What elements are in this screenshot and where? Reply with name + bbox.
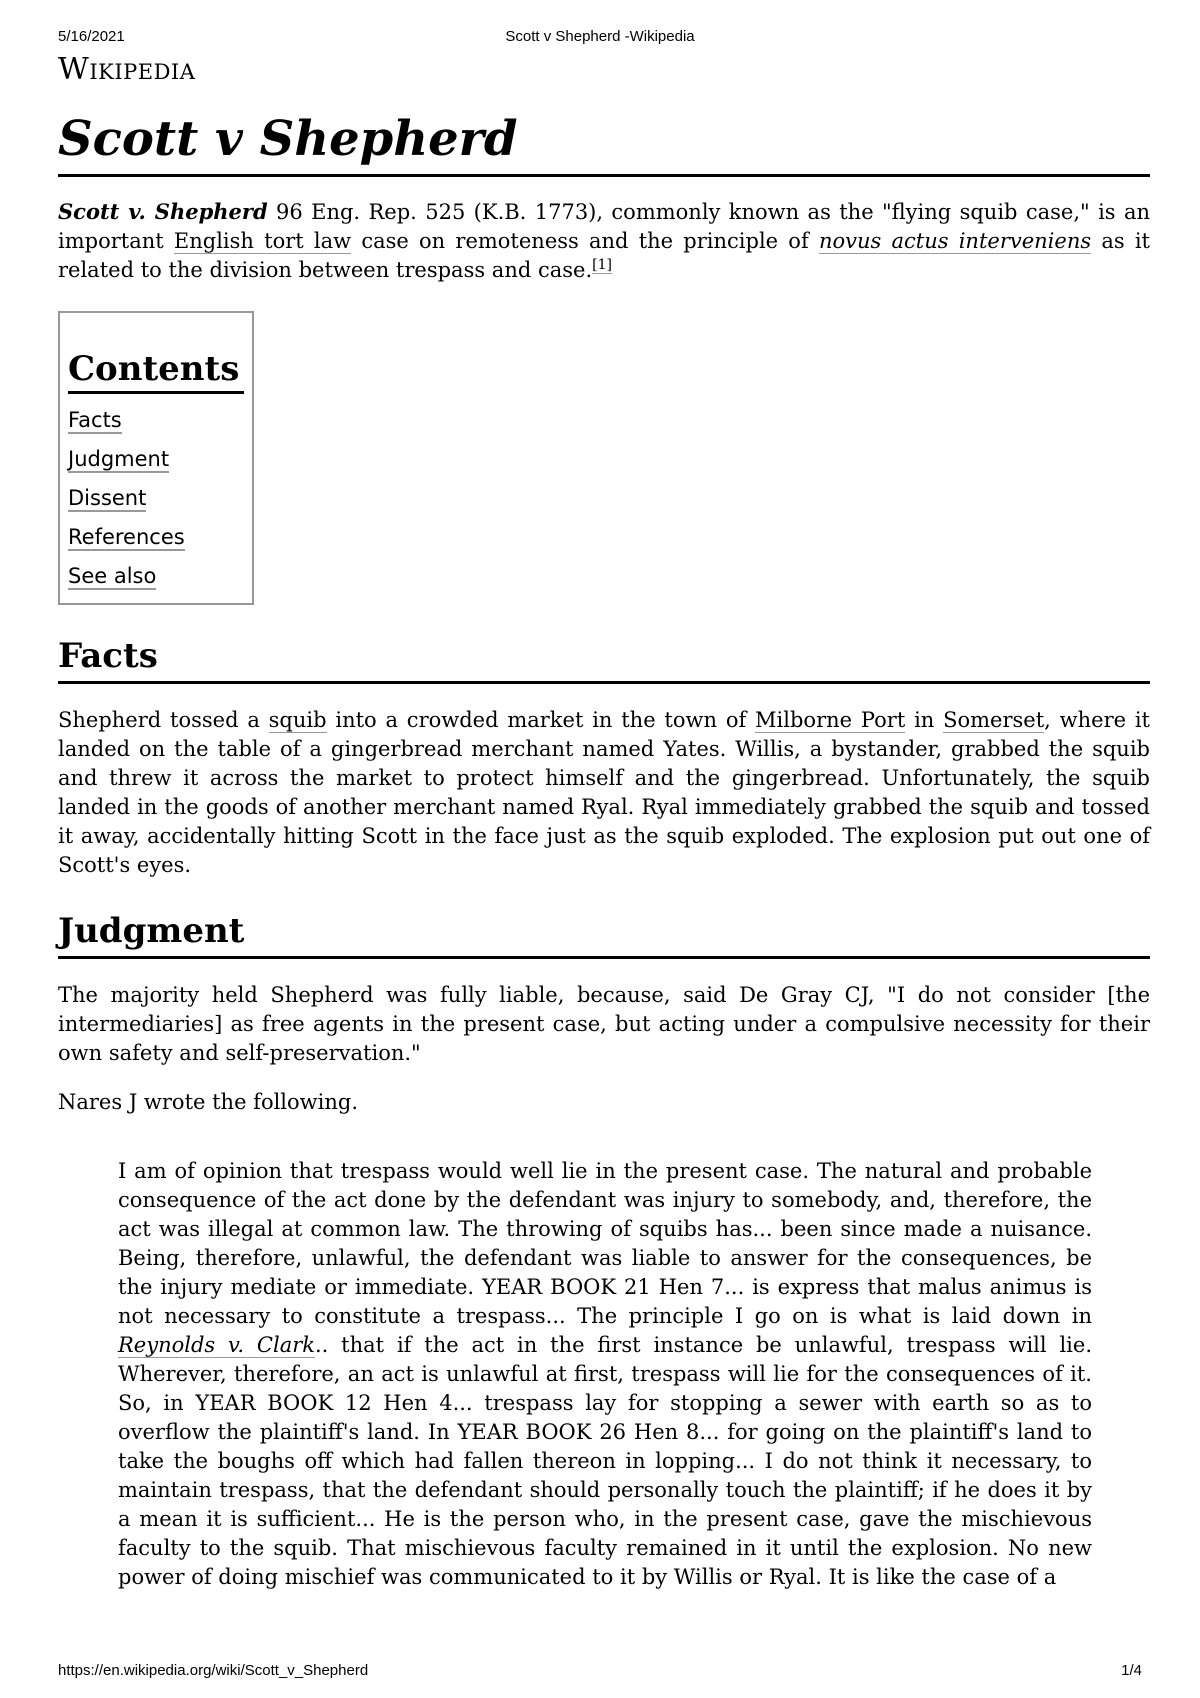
intro-paragraph: Scott v. Shepherd 96 Eng. Rep. 525 (K.B. 1773), commonly known as the "flying squib case," is an important English tort law case on remoteness and the principle of novus actus interveniens as it related to the division between trespass and case.[1] [58,199,1150,282]
toc-item-references[interactable]: References [68,525,185,549]
facts-paragraph: Shepherd tossed a squib into a crowded market in the town of Milborne Port in Somerset, where it landed on the table of a gingerbread merchant named Yates. Willis, a bystander, grabbed the squib and threw it across the market to protect himself and the gingerbread. Unfortunately, the squib landed in the goods of another merchant named Ryal. Ryal immediately grabbed the squib and tossed it away, accidentally hitting Scott in the face just as the squib exploded. The explosion put out one of Scott's eyes. [58,708,1150,877]
print-title: Scott v Shepherd -Wikipedia [505,28,695,45]
toc-item-dissent[interactable]: Dissent [68,486,147,510]
toc-title: Contents [68,349,244,394]
link-reynolds-v-clark[interactable]: Reynolds v. Clark [118,1333,315,1357]
article-content [58,108,1150,1592]
print-date: 5/16/2021 [58,28,125,45]
table-of-contents [58,311,254,605]
toc-item-judgment[interactable]: Judgment [68,447,170,471]
wikipedia-logo[interactable]: Wikipedia [58,52,196,87]
reference-1[interactable]: [1] [592,257,612,273]
judgment-heading: Judgment [58,910,1150,959]
print-page-number: 1/4 [1121,1662,1142,1679]
nares-quote: I am of opinion that trespass would well lie in the present case. The natural and probable consequence of the act done by the defendant was injury to somebody, and, therefore, the act was illegal at common law. The throwing of squibs has... been since made a nuisance. Being, therefore, unlawful, the defendant was liable to answer for the consequences, be the injury mediate or immediate. YEAR BOOK 21 Hen 7... is express that malus animus is not necessary to constitute a trespass... The principle I go on is what is laid down in Reynolds v. Clark.. that if the act in the first instance be unlawful, trespass will lie. Wherever, therefore, an act is unlawful at first, trespass will lie for the consequences of it. So, in YEAR BOOK 12 Hen 4... trespass lay for stopping a sewer with earth so as to overflow the plaintiff's land. In YEAR BOOK 26 Hen 8... for going on the plaintiff's land to take the boughs off which had fallen thereon in lopping... I do not think it necessary, to maintain trespass, that the defendant should personally touch the plaintiff; if he does it by a mean it is sufficient... He is the person who, in the present case, gave the mischievous faculty to the squib. That mischievous faculty remained in it until the explosion. No new power of doing mischief was communicated to it by Willis or Ryal. It is like the case of a [118,1159,1092,1589]
toc-item-facts[interactable]: Facts [68,408,122,432]
link-novus-actus[interactable]: novus actus interveniens [818,229,1092,253]
print-url: https://en.wikipedia.org/wiki/Scott_v_Shepherd [58,1662,369,1679]
facts-heading: Facts [58,635,1150,684]
toc-item-see-also[interactable]: See also [68,564,157,588]
judgment-paragraph-1: The majority held Shepherd was fully liable, because, said De Gray CJ, "I do not consider [the intermediaries] as free agents in the present case, but acting under a compulsive necessity for their own safety and self-preservation." [58,983,1150,1065]
page-title: Scott v Shepherd [58,108,1150,177]
link-squib[interactable]: squib [268,708,327,732]
link-english-tort-law[interactable]: English tort law [173,229,352,253]
link-somerset[interactable]: Somerset [943,708,1045,732]
link-milborne-port[interactable]: Milborne Port [755,708,906,732]
judgment-paragraph-2: Nares J wrote the following. [58,1090,358,1114]
case-name: Scott v. Shepherd [58,199,268,224]
